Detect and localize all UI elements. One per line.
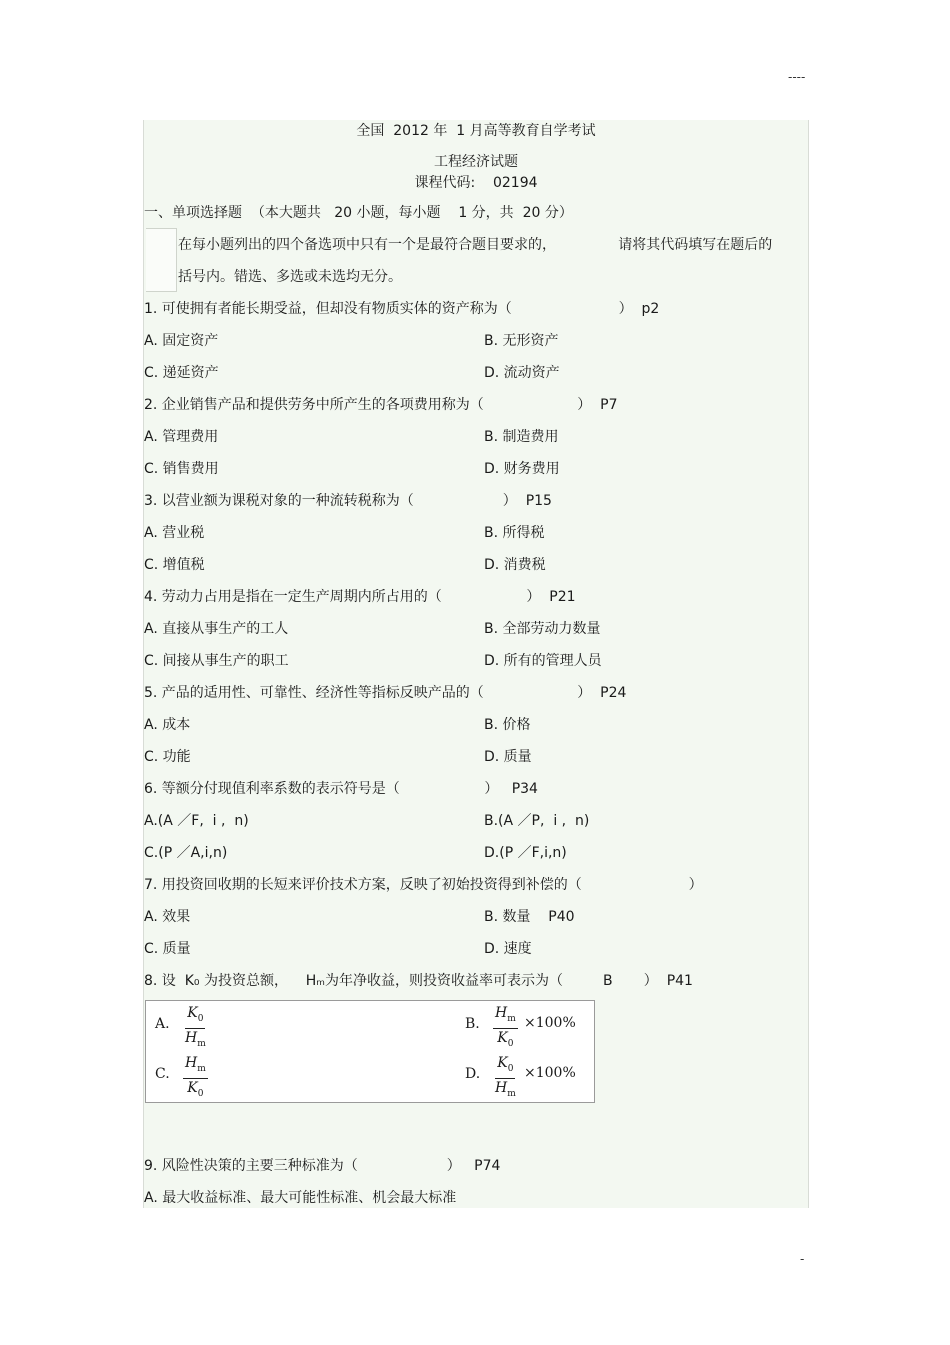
option-a: A. 固定资产	[144, 333, 219, 349]
option-a: A. 营业税	[144, 525, 205, 541]
question-stem: 6. 等额分付现值利率系数的表示符号是（ ） P34	[144, 781, 538, 797]
option-d: D. 流动资产	[484, 365, 560, 381]
option-d: D.(P ／F,i,n)	[484, 845, 567, 861]
option-d: D. 所有的管理人员	[484, 653, 602, 669]
instruction-bracket	[146, 228, 177, 292]
formula-c-fraction: $\frac{H_m}{K_0}$	[185, 1055, 206, 1099]
option-c: C. 间接从事生产的职工	[144, 653, 289, 669]
exam-sheet	[143, 120, 809, 1208]
option-b: B. 价格	[484, 717, 531, 733]
option-b: B. 全部劳动力数量	[484, 621, 601, 637]
exam-title: 全国 2012 年 1 月高等教育自学考试	[356, 123, 596, 139]
question-stem: 4. 劳动力占用是指在一定生产周期内所占用的（ ） P21	[144, 589, 576, 605]
option-row	[144, 364, 808, 386]
formula-b-label: B.	[465, 1016, 480, 1032]
option-c: C. 递延资产	[144, 365, 219, 381]
option-row	[144, 524, 808, 546]
option-a: A.(A ／F, i , n)	[144, 813, 249, 829]
instruction-line-2: 括号内。错选、多选或未选均无分。	[178, 269, 402, 285]
option-a: A. 效果	[144, 909, 191, 925]
page-top-mark: ----	[788, 70, 806, 84]
option-row	[144, 556, 808, 578]
option-c: C. 销售费用	[144, 461, 219, 477]
option-d: D. 速度	[484, 941, 532, 957]
option-c: C.(P ／A,i,n)	[144, 845, 228, 861]
formula-b-suffix: ×100%	[524, 1015, 576, 1031]
option-a: A. 最大收益标准、最大可能性标准、机会最大标准	[144, 1190, 457, 1206]
option-a: A. 成本	[144, 717, 191, 733]
formula-b-fraction: $\frac{H_m}{K_0}$	[495, 1005, 516, 1049]
instruction-line-1: 在每小题列出的四个备选项中只有一个是最符合题目要求的， 请将其代码填写在题后的	[178, 237, 773, 253]
course-code: 课程代码: 02194	[414, 175, 538, 191]
question-stem: 8. 设 K₀ 为投资总额， Hₘ为年净收益，则投资收益率可表示为（ B ） P41	[144, 973, 693, 989]
option-row	[144, 908, 808, 930]
option-c: C. 增值税	[144, 557, 205, 573]
option-c: C. 质量	[144, 941, 191, 957]
option-row	[144, 332, 808, 354]
formula-d-fraction: $\frac{K_0}{H_m}$	[495, 1055, 516, 1099]
question-stem: 2. 企业销售产品和提供劳务中所产生的各项费用称为（ ） P7	[144, 397, 618, 413]
option-b: B. 数量 P40	[484, 909, 575, 925]
section-heading: 一、单项选择题 （本大题共 20 小题，每小题 1 分，共 20 分）	[144, 205, 573, 221]
formula-d-label: D.	[465, 1066, 481, 1082]
option-row	[144, 748, 808, 770]
option-b: B. 无形资产	[484, 333, 559, 349]
option-c: C. 功能	[144, 749, 191, 765]
option-row	[144, 460, 808, 482]
option-row	[144, 716, 808, 738]
option-row	[144, 940, 808, 962]
formula-options-figure	[145, 1000, 595, 1103]
formula-c-label: C.	[155, 1066, 170, 1082]
option-row	[144, 812, 808, 834]
formula-a-label: A.	[155, 1016, 170, 1032]
option-b: B.(A ／P, i , n)	[484, 813, 590, 829]
formula-a-fraction: $\frac{K_0}{H_m}$	[185, 1005, 206, 1049]
page-bottom-mark: -	[800, 1252, 805, 1266]
option-d: D. 财务费用	[484, 461, 560, 477]
option-b: B. 所得税	[484, 525, 545, 541]
formula-d-suffix: ×100%	[524, 1065, 576, 1081]
option-row	[144, 620, 808, 642]
question-stem: 5. 产品的适用性、可靠性、经济性等指标反映产品的（ ） P24	[144, 685, 627, 701]
exam-subtitle: 工程经济试题	[434, 154, 518, 170]
option-d: D. 消费税	[484, 557, 546, 573]
option-a: A. 管理费用	[144, 429, 219, 445]
question-stem: 1. 可使拥有者能长期受益，但却没有物质实体的资产称为（ ） p2	[144, 301, 660, 317]
option-d: D. 质量	[484, 749, 532, 765]
option-row	[144, 652, 808, 674]
question-stem: 3. 以营业额为课税对象的一种流转税称为（ ） P15	[144, 493, 552, 509]
option-row	[144, 428, 808, 450]
option-a: A. 直接从事生产的工人	[144, 621, 289, 637]
option-b: B. 制造费用	[484, 429, 559, 445]
question-stem: 9. 风险性决策的主要三种标准为（ ） P74	[144, 1158, 501, 1174]
option-row	[144, 1189, 808, 1211]
question-stem: 7. 用投资回收期的长短来评价技术方案，反映了初始投资得到补偿的（ ）	[144, 877, 703, 893]
option-row	[144, 844, 808, 866]
